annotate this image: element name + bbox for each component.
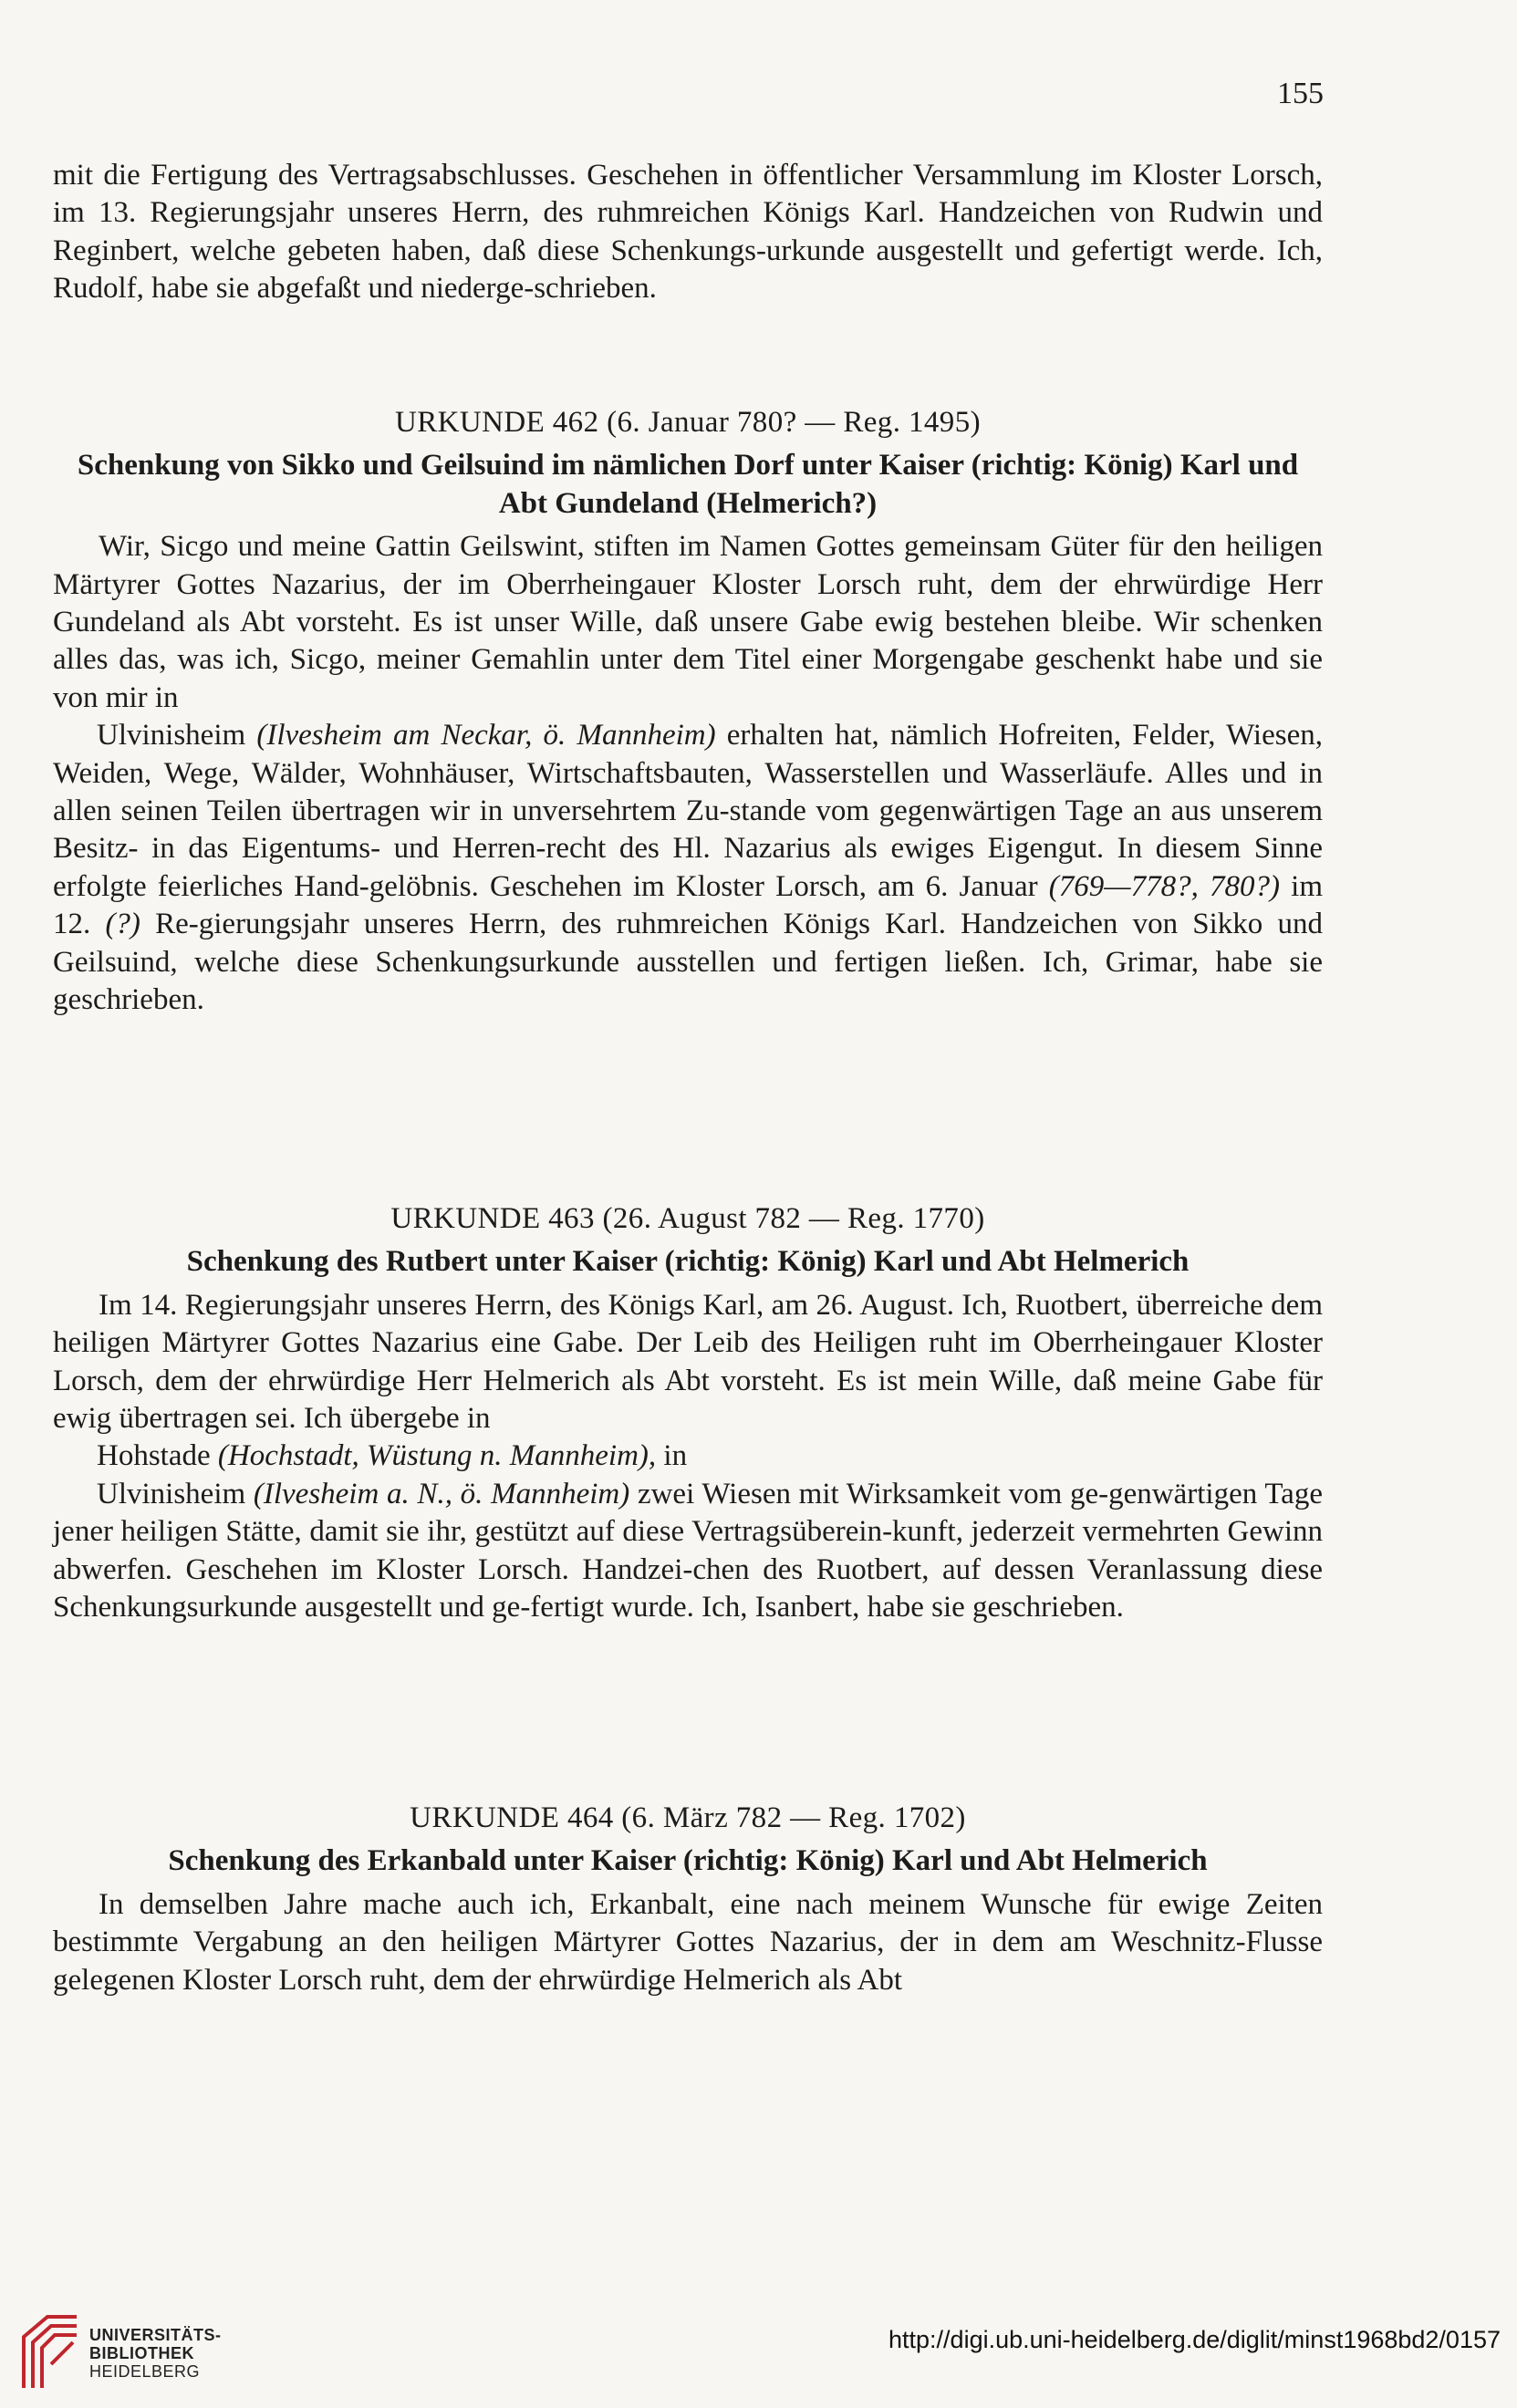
urkunde-462-paragraph-2 [53,717,1323,1019]
urkunde-463-paragraph-2 [53,1438,1323,1475]
intro-paragraph [53,157,1323,308]
urkunde-464-heading: URKUNDE 464 (6. März 782 — Reg. 1702) [410,1801,966,1834]
urkunde-464-section [53,1800,1323,1999]
urkunde-464-title: Schenkung des Erkanbald unter Kaiser (richtig: König) Karl und Abt Helmerich [168,1844,1208,1878]
intro-text: mit die Fertigung des Vertragsabschlusses. Geschehen in öffentlicher Versammlung im Kloster Lorsch, im 13. Regierungsjahr unseres Herrn, des ruhmreichen Königs Karl. Handzeichen von Rudwin und Reginbert, welche gebeten haben, daß diese Schenkungs-urkunde ausgestellt und gefertigt werde. Ich, Rudolf, habe sie abgefaßt und niederge-schrieben. [53,159,1323,306]
urkunde-462-heading: URKUNDE 462 (6. Januar 780? — Reg. 1495) [395,406,981,439]
text-run: Ulvinisheim [97,1477,254,1510]
place-annotation: (Ilvesheim am Neckar, ö. Mannheim) [256,719,716,752]
urkunde-463-heading: URKUNDE 463 (26. August 782 — Reg. 1770) [390,1202,985,1235]
urkunde-463-paragraph-3 [53,1476,1323,1627]
text-run: erhalten hat, nämlich Hofreiten, Felder, Wiesen, Weiden, Wege, Wälder, Wohnhäuser, Wirtschaftsbauten, Wasserstellen und Wasserläufe. Alles und in allen seinen Teilen übertragen wir in unversehrtem Zu-stande vom gegenwärtigen Tage an aus unserem Besitz- in das Eigentums- und Herren-recht des Hl. Nazarius als ewiges Eigengut. In diesem Sinne erfolgte feierliches Hand-gelöbnis. Geschehen im Kloster Lorsch, am 6. Januar [53,719,1323,903]
text-run: Hohstade [97,1439,218,1473]
library-name-line-2: BIBLIOTHEK [89,2344,194,2362]
urkunde-463-title: Schenkung des Rutbert unter Kaiser (richtig: König) Karl und Abt Helmerich [186,1245,1190,1279]
library-name [89,2326,222,2381]
text-run: zwei Wiesen mit Wirksamkeit vom ge-genwärtigen Tage jener heiligen Stätte, damit sie ihr, gestützt auf diese Vertragsüberein-kunft, jederzeit vermehrten Gewinn abwerfen. Geschehen im Kloster Lorsch. Handzei-chen des Ruotbert, auf dessen Veranlassung diese Schenkungsurkunde ausgestellt und ge-fertigt wurde. Ich, Isanbert, habe sie geschrieben. [53,1477,1323,1624]
text-run: im 12. [53,869,1323,941]
footer-bar [0,2289,1517,2408]
place-annotation: (Hochstadt, Wüstung n. Mannheim), [217,1439,657,1473]
text-run: Re-gierungsjahr unseres Herrn, des ruhmreichen Königs Karl. Handzeichen von Sikko und Geilsuind, welche diese Schenkungsurkunde ausstellen und fertigen ließen. Ich, Grimar, habe sie geschrieben. [53,908,1323,1017]
ub-heidelberg-logo-icon [20,2309,84,2392]
urkunde-462-section [53,404,1323,1020]
urkunde-462-paragraph-1: Wir, Sicgo und meine Gattin Geilswint, stiften im Namen Gottes gemeinsam Güter für den heiligen Märtyrer Gottes Nazarius, der im Oberrheingauer Kloster Lorsch ruht, dem der ehrwürdige Herr Gundeland als Abt vorsteht. Es ist unser Wille, daß unsere Gabe ewig bestehen bleibe. Wir schenken alles das, was ich, Sicgo, meiner Gemahlin unter dem Titel einer Morgengabe geschenkt habe und sie von mir in [53,530,1323,714]
uncertainty-annotation: (?) [105,908,140,941]
urkunde-463-paragraph-1: Im 14. Regierungsjahr unseres Herrn, des Königs Karl, am 26. August. Ich, Ruotbert, überreiche dem heiligen Märtyrer Gottes Nazarius eine Gabe. Der Leib des Heiligen ruht im Oberrheingauer Kloster Lorsch, dem der ehrwürdige Herr Helmerich als Abt vorsteht. Es ist mein Wille, daß meine Gabe für ewig übertragen sei. Ich übergebe in [53,1288,1323,1436]
date-annotation: (769—778?, 780?) [1048,869,1281,903]
library-name-line-3: HEIDELBERG [89,2362,201,2381]
urkunde-463-section [53,1200,1323,1626]
text-run: in [656,1439,688,1473]
source-url-link[interactable]: http://digi.ub.uni-heidelberg.de/diglit/minst1968bd2/0157 [888,2326,1501,2353]
library-name-line-1: UNIVERSITÄTS- [89,2326,222,2344]
urkunde-464-paragraph-1: In demselben Jahre mache auch ich, Erkanbalt, eine nach meinem Wunsche für ewige Zeiten bestimmte Vergabung an den heiligen Märtyrer Gottes Nazarius, der in dem am Weschnitz-Flusse gelegenen Kloster Lorsch ruht, dem der ehrwürdige Helmerich als Abt [53,1887,1323,1997]
text-run: Ulvinisheim [97,719,257,752]
urkunde-462-title: Schenkung von Sikko und Geilsuind im nämlichen Dorf unter Kaiser (richtig: König) Karl und Abt Gundeland (Helmerich?) [77,449,1299,520]
place-annotation: (Ilvesheim a. N., ö. Mannheim) [253,1477,630,1510]
page-number: 155 [1277,77,1324,110]
